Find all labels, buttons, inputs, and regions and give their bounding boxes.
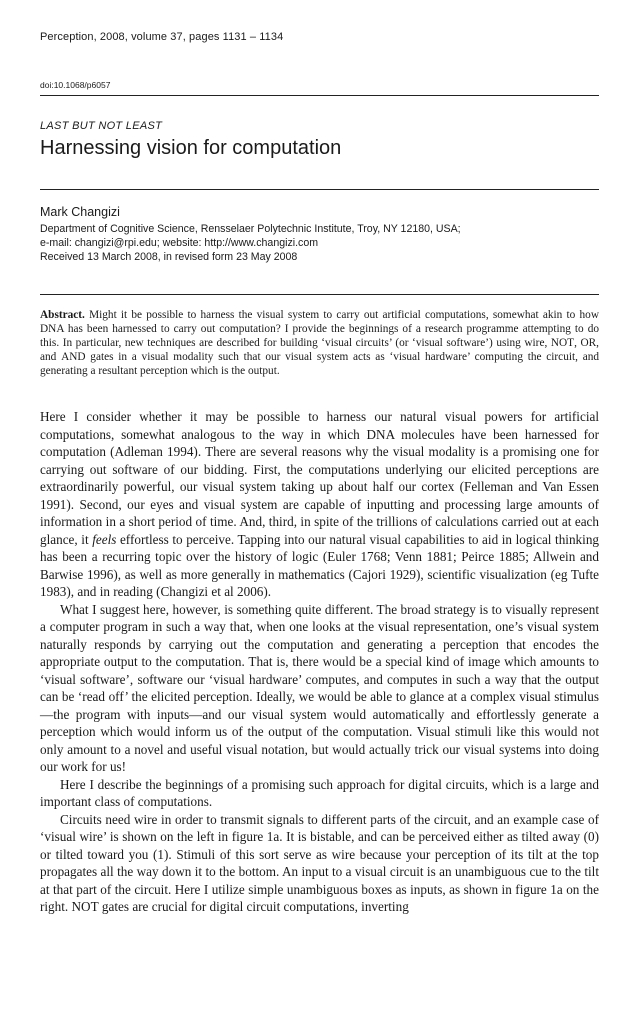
not-gate-term: NOT (71, 899, 99, 914)
author-contact[interactable]: e-mail: changizi@rpi.edu; website: http://www.changizi.com (40, 237, 319, 249)
body-paragraph-4: Circuits need wire in order to transmit signals to different parts of the circuit, and an example case of ‘visual wire’ is shown on the left in figure 1a. It is bistable, and can be perceived either as tilted away (0) or tilted toward you (1). Stimuli of this sort serve as wire because your perception of its tilt at the top propagates all the way down it to the bottom. An input to a visual circuit is an unambiguous cue to the tilt at that part of the circuit. Here I utilize simple unambiguous boxes as inputs, as shown in figure 1a on the right. NOT gates are crucial for digital circuit computations, inverting (40, 811, 599, 914)
header-divider (40, 95, 599, 96)
body-paragraph-1: Here I consider whether it may be possible to harness our natural visual powers for artificial computations, somewhat analogous to the way in which DNA molecules have been harnessed for computation (Adleman 1994). There are several reasons why the visual modality is a promising one for carrying out software of our bidding. First, the computations underlying our elicited perceptions are extraordinarily powerful, our visual system taking up about half our cortex (Felleman and Van Essen 1991). Second, our eyes and visual system are capable of inputting and processing large amounts of information in a short period of time. And, third, in spite of the trillions of calculations carried out at each glance, it feels effortless to perceive. Tapping into our natural visual capabilities to aid in logical thinking has been a recurring topic over the history of logic (Euler 1768; Venn 1881; Peirce 1885; Allwein and Barwise 1996), as well as more generally in mathematics (Cajori 1929), scientific visualization (eg Tufte 1983), and in reading (Changizi et al 2006). (40, 409, 600, 599)
body-paragraph-3: Here I describe the beginnings of a promising such approach for digital circuits, which is a large and important class of computations. (40, 776, 599, 809)
abstract-text: Might it be possible to harness the visual system to carry out artificial computations, somewhat akin to how DNA has been harnessed to carry out computation? I provide the beginnings of a research programme attempting to do this. In particular, new techniques are described for building ‘visual circuits’ (or ‘visual software’) using wire, (40, 309, 599, 350)
author-name: Mark Changizi (40, 205, 120, 219)
doi[interactable]: doi:10.1068/p6057 (40, 80, 111, 90)
abstract-label: Abstract. (40, 309, 85, 321)
received-dates: Received 13 March 2008, in revised form 23 May 2008 (40, 251, 298, 263)
abstract-divider (40, 294, 599, 295)
author-affiliation: Department of Cognitive Science, Rensselaer Polytechnic Institute, Troy, NY 12180, USA; (40, 223, 461, 235)
journal-citation: Perception, 2008, volume 37, pages 1131 – 1134 (40, 31, 284, 43)
or-gate-term: OR (580, 337, 597, 350)
article-body (40, 408, 599, 916)
abstract: Abstract. Might it be possible to harness the visual system to carry out artificial computations, somewhat akin to how DNA has been harnessed to carry out computation? I provide the beginnings of a research programme attempting to do this. In particular, new techniques are described for building ‘visual circuits’ (or ‘visual software’) using wire, NOT, OR, and AND gates in a visual modality such that our visual system acts as ‘visual hardware’ computing the circuit, and generating a resultant perception which is the output. (40, 309, 599, 378)
section-label: LAST BUT NOT LEAST (40, 120, 163, 132)
emphasis: feels (92, 531, 117, 547)
and-gate-term: AND (61, 351, 86, 364)
title-divider (40, 189, 599, 190)
abstract-text-end: gates in a visual modality such that our visual system acts as ‘visual hardware’ computing the circuit, and generating a resultant perception which is the output. (40, 351, 599, 378)
article-title: Harnessing vision for computation (40, 137, 342, 159)
not-gate-term: NOT (550, 337, 575, 350)
body-paragraph-2: What I suggest here, however, is something quite different. The broad strategy is to visually represent a computer program in such a way that, when one looks at the visual representation, one’s visual system naturally responds by carrying out the computation and generating a perception that encodes the appropriate output to the computation. That is, there would be a special kind of image which amounts to ‘visual software’, software our ‘visual hardware’ computes, and computes in such a way that the output can be ‘read off’ the elicited perception. Ideally, we would be able to glance at a complex visual stimulus—the program with inputs—and our visual system would automatically and effortlessly generate a perception which would inform us of the output of the computation. Visual stimuli like this would not only amount to a novel and useful visual notation, but would actually trick our visual systems into doing our work for us! (40, 601, 599, 774)
